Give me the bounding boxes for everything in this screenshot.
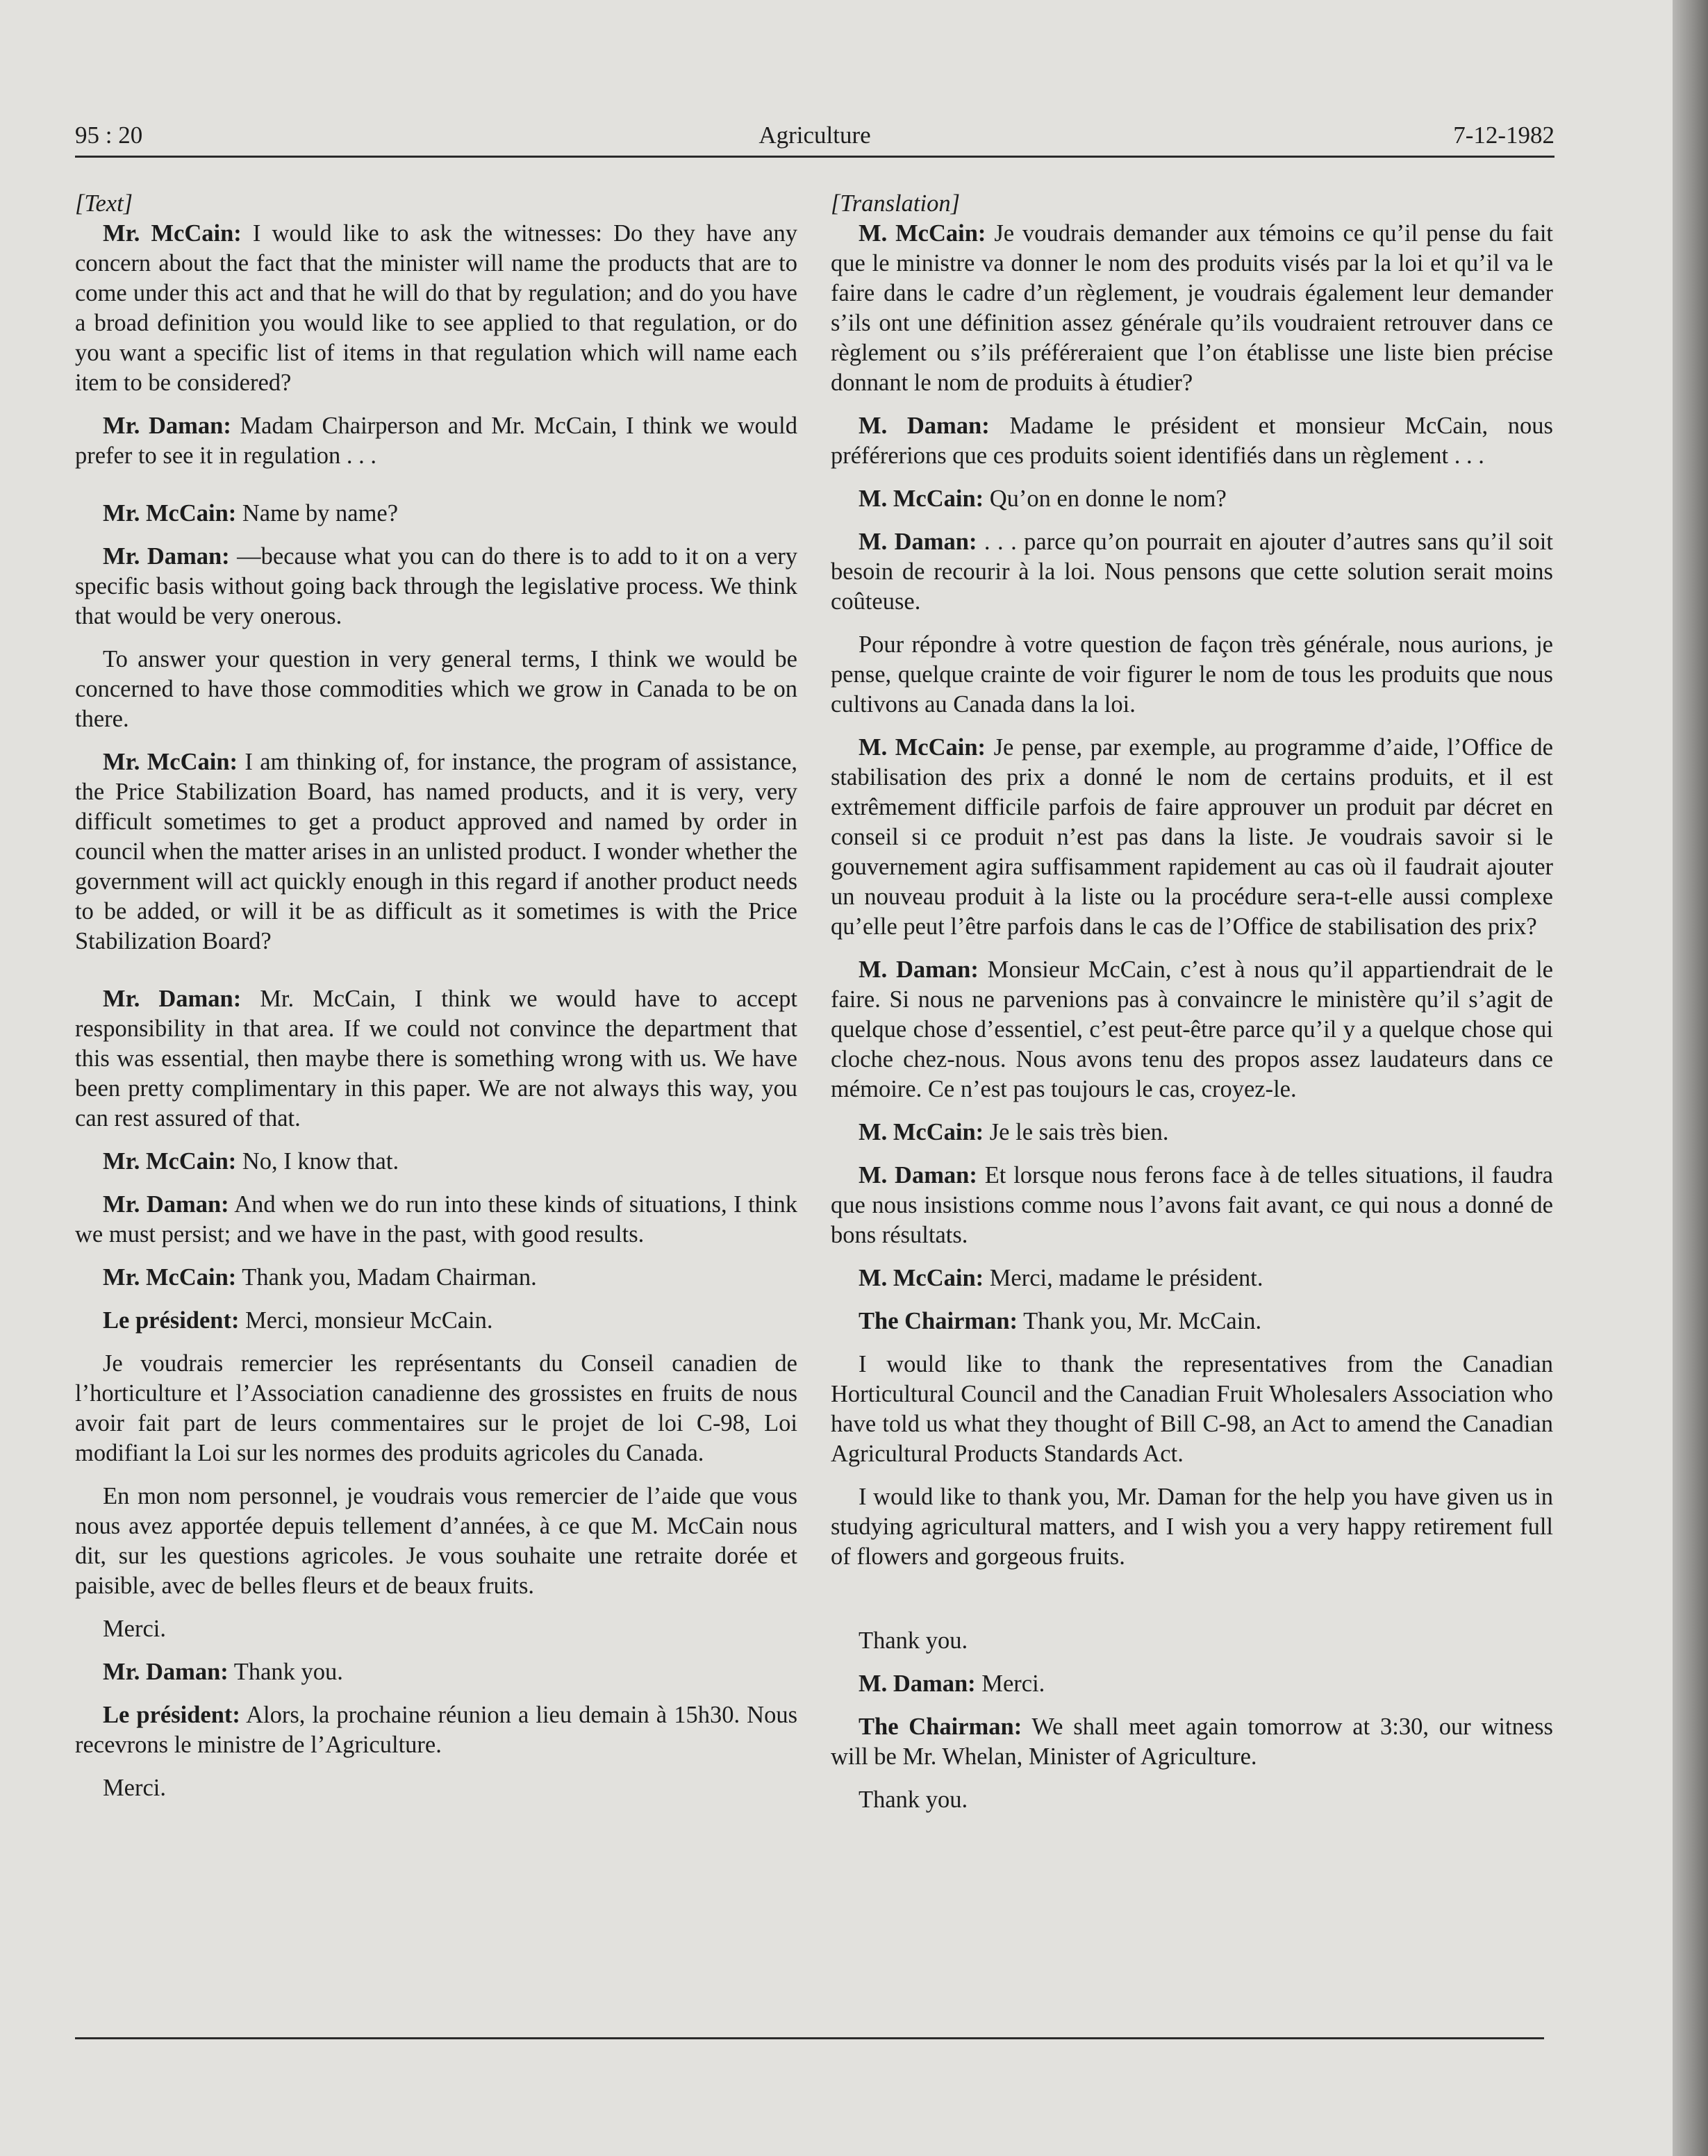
- paragraph: [831, 733, 1553, 942]
- speaker: M. Daman:: [859, 413, 990, 439]
- paragraph-text: Thank you.: [859, 1627, 968, 1654]
- paragraph-text: Alors, la prochaine réunion a lieu demain à 15h30. Nous recevrons le ministre de l’Agriculture.: [75, 1702, 797, 1758]
- paragraph-text: —because what you can do there is to add to it on a very specific basis without going back through the legislative process. We think that would be very onerous.: [75, 543, 798, 629]
- paragraph: [831, 630, 1553, 720]
- paragraph-text: Je pense, par exemple, au programme d’aide, l’Office de stabilisation des prix a donné le nom de certains produits, et il est extrêmement difficile parfois de faire approuver un produit par décret en conseil si ce produit n’est pas dans la liste. Je voudrais savoir si le gouvernement agira suffisamment rapidement au cas où il faudrait ajouter un nouveau produit à la liste ou la procédure sera-t-elle aussi complexe qu’elle peut l’être parfois dans le cas de l’Office de stabilisation des prix?: [831, 734, 1553, 940]
- speaker: M. McCain:: [859, 486, 984, 512]
- paragraph: [75, 1773, 797, 1803]
- paragraph-text: No, I know that.: [236, 1148, 399, 1175]
- speaker: The Chairman:: [859, 1308, 1018, 1334]
- speaker: Mr. McCain:: [103, 1264, 237, 1291]
- paragraph-text: Thank you, Mr. McCain.: [1018, 1308, 1262, 1334]
- footer-rule: [75, 2037, 1544, 2039]
- paragraph-text: Merci.: [103, 1775, 167, 1801]
- paragraph: [831, 1307, 1553, 1336]
- speaker: Mr. Daman:: [103, 1659, 229, 1685]
- paragraph: [75, 1263, 797, 1293]
- paragraph: [831, 1263, 1553, 1293]
- left-column: [75, 189, 797, 1816]
- paragraph-text: I would like to ask the witnesses: Do they have any concern about the fact that the minister will name the products that are to come under this act and that he will do that by regulation; and do you have a broad definition you would like to see applied to that regulation, or do you want a specific list of items in that regulation which will name each item to be considered?: [75, 220, 797, 396]
- paragraph: [75, 984, 797, 1134]
- paragraph: [75, 1614, 797, 1644]
- paragraph: [831, 527, 1553, 617]
- paragraph: [75, 1147, 797, 1177]
- section-label: [Text]: [75, 190, 133, 217]
- paragraph: [831, 1626, 1553, 1656]
- paragraph-text: Madame le président et monsieur McCain, nous préférerions que ces produits soient identifiés dans un règlement . . .: [831, 413, 1553, 469]
- paragraph-text: . . . parce qu’on pourrait en ajouter d’autres sans qu’il soit besoin de recourir à la loi. Nous pensons que cette solution serait moins coûteuse.: [831, 529, 1553, 615]
- paragraph-text: I would like to thank you, Mr. Daman for the help you have given us in studying agricultural matters, and I wish you a very happy retirement full of flowers and gorgeous fruits.: [831, 1484, 1553, 1570]
- paragraph: [831, 1161, 1553, 1250]
- page-header: [75, 120, 1554, 156]
- paragraph: [75, 1657, 797, 1687]
- paragraph-text: Madam Chairperson and Mr. McCain, I think we would prefer to see it in regulation . . .: [75, 413, 797, 469]
- paragraph-text: And when we do run into these kinds of situations, I think we must persist; and we have in the past, with good results.: [75, 1191, 797, 1247]
- speaker: M. Daman:: [859, 1670, 976, 1697]
- page-date: 7-12-1982: [1453, 122, 1554, 149]
- paragraph: [75, 747, 797, 956]
- paragraph: [75, 411, 797, 471]
- paragraph-text: En mon nom personnel, je voudrais vous remercier de l’aide que vous nous avez apportée depuis tellement d’années, à ce que M. McCain nous dit, sur les questions agricoles. Je vous souhaite une retraite dorée et paisible, avec de belles fleurs et de beaux fruits.: [75, 1483, 797, 1599]
- speaker: M. Daman:: [859, 529, 977, 555]
- paragraph: [831, 1785, 1553, 1815]
- speaker: Mr. Daman:: [103, 413, 231, 439]
- speaker: M. McCain:: [859, 734, 986, 761]
- paragraph-text: Et lorsque nous ferons face à de telles situations, il faudra que nous insistions comme nous l’avons fait avant, ce qui nous a donné de bons résultats.: [831, 1162, 1553, 1248]
- speaker: M. Daman:: [859, 1162, 977, 1188]
- paragraph: [75, 1190, 797, 1250]
- paragraph: [75, 1482, 797, 1601]
- speaker: M. McCain:: [859, 1265, 984, 1291]
- paragraph: [831, 1669, 1553, 1699]
- paragraph: [75, 499, 797, 529]
- running-title: Agriculture: [758, 122, 871, 149]
- speaker: M. McCain:: [859, 220, 986, 247]
- paragraph-text: Je voudrais demander aux témoins ce qu’il pense du fait que le ministre va donner le nom des produits visés par la loi et qu’il va le faire dans le cadre d’un règlement, je voudrais également leur demander s’ils ont une définition assez générale qu’ils voudraient retrouver dans ce règlement ou s’ils préféreraient que l’on établisse une liste bien précise donnant le nom de produits à étudier?: [831, 220, 1553, 396]
- paragraph-text: Thank you, Madam Chairman.: [236, 1264, 537, 1291]
- paragraph: [831, 1712, 1553, 1772]
- speaker: Mr. McCain:: [103, 220, 242, 247]
- speaker: Mr. Daman:: [103, 543, 230, 570]
- speaker: M. Daman:: [859, 956, 979, 983]
- speaker: M. McCain:: [859, 1119, 984, 1145]
- paragraph-text: We shall meet again tomorrow at 3:30, our witness will be Mr. Whelan, Minister of Agriculture.: [831, 1714, 1553, 1770]
- paragraph: [831, 1350, 1553, 1469]
- speaker: Mr. Daman:: [103, 986, 242, 1012]
- paragraph: [831, 219, 1553, 398]
- page-number: 95 : 20: [75, 122, 143, 149]
- speaker: Mr. McCain:: [103, 749, 238, 775]
- speaker: Mr. McCain:: [103, 1148, 237, 1175]
- section-label: [Translation]: [831, 190, 960, 217]
- right-column: [831, 189, 1553, 1828]
- paragraph-text: Mr. McCain, I think we would have to accept responsibility in that area. If we could not convince the department that this was essential, then maybe there is something wrong with us. We have been pretty complimentary in this paper. We are not always this way, you can rest assured of that.: [75, 986, 797, 1131]
- paragraph-text: Thank you.: [228, 1659, 343, 1685]
- paragraph: [75, 1700, 797, 1760]
- paragraph-text: Je le sais très bien.: [984, 1119, 1169, 1145]
- paragraph: [831, 1482, 1553, 1572]
- paragraph-text: Name by name?: [236, 500, 399, 526]
- paragraph-text: Thank you.: [859, 1786, 968, 1813]
- book-spine-edge: [1673, 0, 1708, 2156]
- paragraph: [831, 484, 1553, 514]
- paragraph: [75, 645, 797, 734]
- paragraph-text: Merci.: [975, 1670, 1045, 1697]
- paragraph-text: I would like to thank the representatives from the Canadian Horticultural Council and the Canadian Fruit Wholesalers Association who have told us what they thought of Bill C-98, an Act to amend the Canadian Agricultural Products Standards Act.: [831, 1351, 1553, 1467]
- paragraph-text: To answer your question in very general terms, I think we would be concerned to have those commodities which we grow in Canada to be on there.: [75, 646, 797, 732]
- paragraph-text: Qu’on en donne le nom?: [984, 486, 1227, 512]
- paragraph: [75, 1306, 797, 1336]
- paragraph: [831, 1118, 1553, 1147]
- speaker: Le président:: [103, 1307, 240, 1334]
- paragraph-text: Pour répondre à votre question de façon très générale, nous aurions, je pense, quelque crainte de voir figurer le nom de tous les produits que nous cultivons au Canada dans la loi.: [831, 631, 1553, 718]
- paragraph-text: Merci, madame le président.: [984, 1265, 1263, 1291]
- paragraph-text: Monsieur McCain, c’est à nous qu’il appartiendrait de le faire. Si nous ne parvenions pas à convaincre le ministère qu’il s’agit de quelque chose d’essentiel, c’est peut-être parce qu’il y a quelque chose qui cloche chez-nous. Nous avons tenu des propos assez laudateurs dans ce mémoire. Ce n’est pas toujours le cas, croyez-le.: [831, 956, 1553, 1102]
- speaker: Mr. McCain:: [103, 500, 237, 526]
- speaker: Le président:: [103, 1702, 240, 1728]
- paragraph-text: Je voudrais remercier les représentants du Conseil canadien de l’horticulture et l’Association canadienne des grossistes en fruits de nous avoir fait part de leurs commentaires sur le projet de loi C-98, Loi modifiant la Loi sur les normes des produits agricoles du Canada.: [75, 1350, 797, 1466]
- speaker: Mr. Daman:: [103, 1191, 229, 1218]
- paragraph: [831, 955, 1553, 1104]
- header-rule: [75, 156, 1554, 158]
- paragraph: [75, 542, 797, 631]
- paragraph: [831, 411, 1553, 471]
- speaker: The Chairman:: [859, 1714, 1022, 1740]
- paragraph-text: Merci, monsieur McCain.: [239, 1307, 493, 1334]
- paragraph: [75, 219, 797, 398]
- paragraph-text: I am thinking of, for instance, the program of assistance, the Price Stabilization Board, has named products, and it is very, very difficult sometimes to get a product approved and named by order in council when the matter arises in an unlisted product. I wonder whether the government will act quickly enough in this regard if another product needs to be added, or will it be as difficult as it sometimes is with the Price Stabilization Board?: [75, 749, 797, 954]
- paragraph: [75, 1349, 797, 1468]
- paragraph-text: Merci.: [103, 1616, 167, 1642]
